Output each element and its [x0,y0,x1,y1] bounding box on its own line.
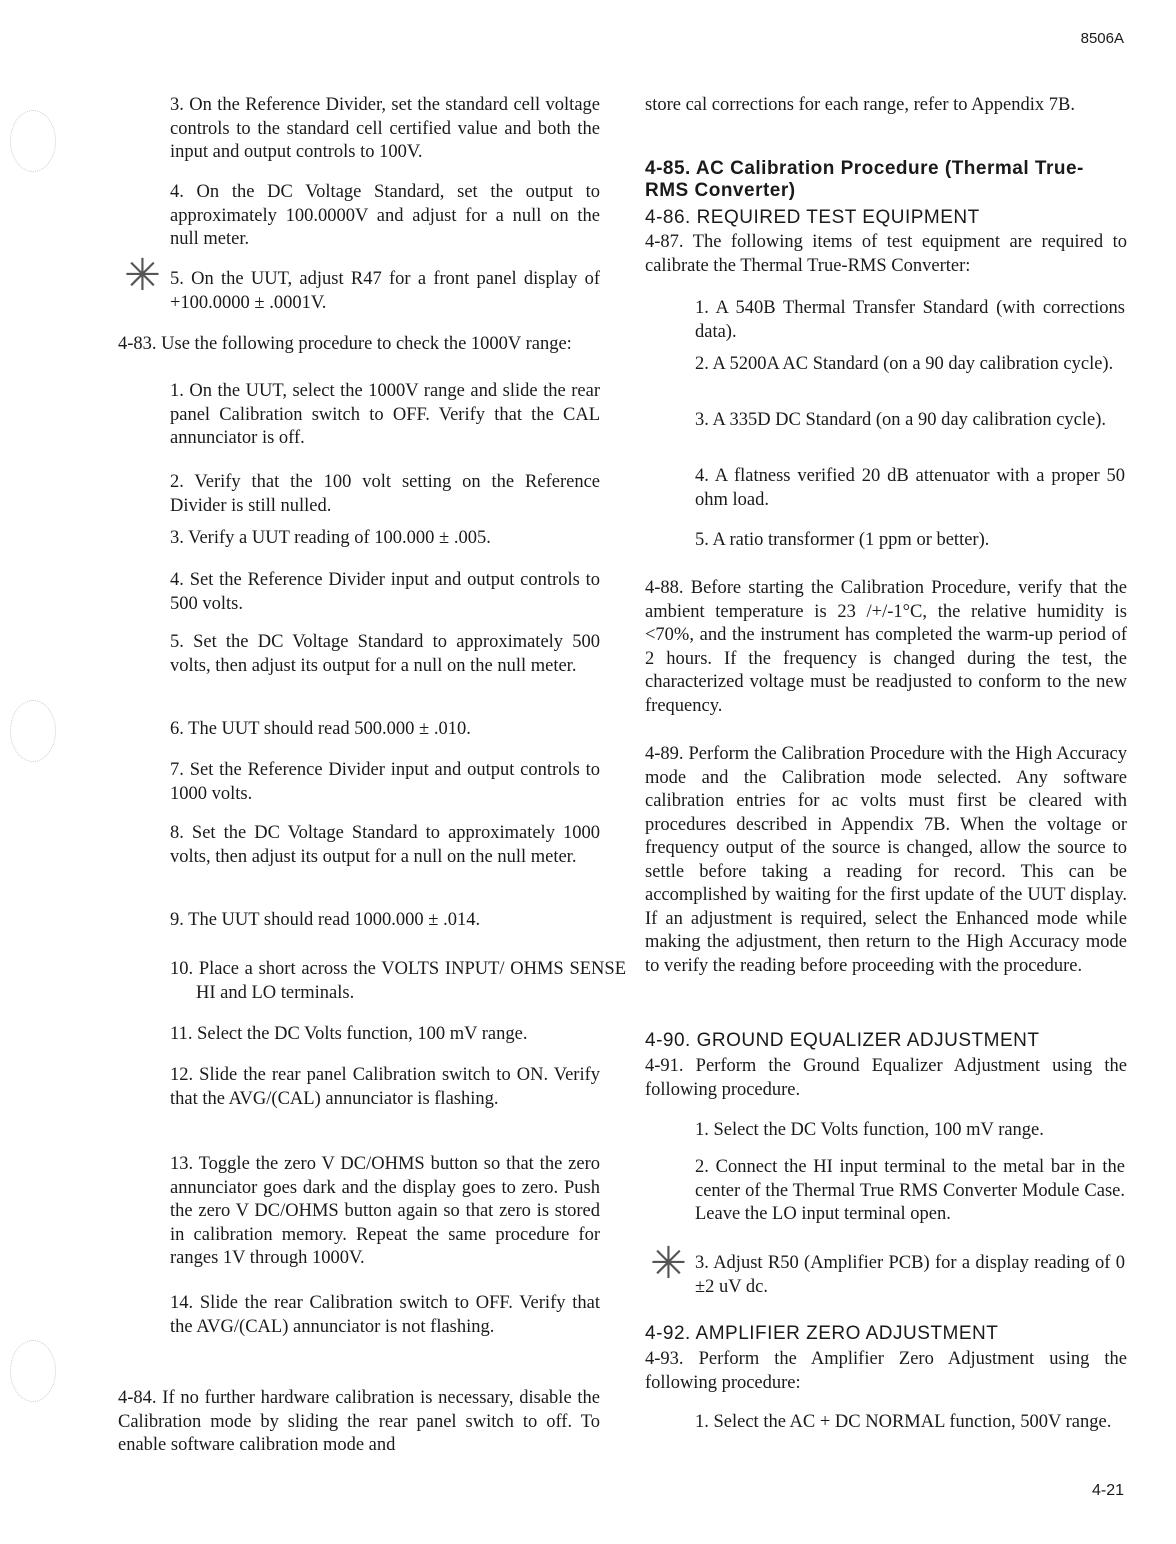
list-item: 2. Connect the HI input terminal to the metal bar in the center of the Thermal True RMS Converter Module Case. Leave the LO input terminal open. [695,1157,1125,1224]
paragraph-4-93: 4-93. Perform the Amplifier Zero Adjustment using the following procedure: [645,1349,1127,1393]
list-item: 1. Select the AC + DC NORMAL function, 500V range. [695,1412,1112,1432]
paragraph-4-91: 4-91. Perform the Ground Equalizer Adjustment using the following procedure. [645,1056,1127,1100]
punch-hole [10,700,56,762]
document-model: 8506A [1080,30,1124,47]
punch-hole [10,110,56,172]
list-item: 7. Set the Reference Divider input and output controls to 1000 volts. [170,760,600,804]
page-number: 4-21 [1091,1482,1124,1499]
asterisk-mark-icon: ✳ [650,1238,687,1289]
list-item: 4. Set the Reference Divider input and output controls to 500 volts. [170,570,600,614]
list-item: 2. A 5200A AC Standard (on a 90 day calibration cycle). [695,354,1114,374]
list-item: 10. Place a short across the VOLTS INPUT/ OHMS SENSE HI and LO terminals. [170,959,626,1003]
list-item: 11. Select the DC Volts function, 100 mV range. [170,1024,528,1044]
list-item: 5. A ratio transformer (1 ppm or better). [695,530,990,550]
punch-hole [10,1340,56,1402]
list-item: 14. Slide the rear Calibration switch to OFF. Verify that the AVG/(CAL) annunciator is not flashing. [170,1293,600,1337]
list-item: 1. On the UUT, select the 1000V range and slide the rear panel Calibration switch to OFF. Verify that the CAL annunciator is off. [170,381,600,448]
paragraph-4-88: 4-88. Before starting the Calibration Procedure, verify that the ambient temperature is 23 /+/-1°C, the relative humidity is <70%, and the instrument has completed the warm-up period of 2 hours. If the frequency is changed during the test, the characterized voltage must be readjusted to conform to the new frequency. [645,578,1127,716]
list-item: 9. The UUT should read 1000.000 ± .014. [170,910,481,930]
list-item: 5. Set the DC Voltage Standard to approximately 500 volts, then adjust its output for a null on the null meter. [170,632,600,676]
list-item: 6. The UUT should read 500.000 ± .010. [170,719,471,739]
step-5: 5. On the UUT, adjust R47 for a front panel display of +100.0000 ± .0001V. [170,269,600,313]
list-item: 3. Adjust R50 (Amplifier PCB) for a display reading of 0 ±2 uV dc. [695,1253,1125,1297]
paragraph-4-83: 4-83. Use the following procedure to check the 1000V range: [118,334,572,354]
list-item: 13. Toggle the zero V DC/OHMS button so that the zero annunciator goes dark and the display goes to zero. Push the zero V DC/OHMS button again so that zero is stored in calibration memory. Repeat the same procedure for ranges 1V through 1000V. [170,1154,600,1268]
paragraph-4-87: 4-87. The following items of test equipment are required to calibrate the Thermal True-RMS Converter: [645,232,1127,276]
list-item: 2. Verify that the 100 volt setting on the Reference Divider is still nulled. [170,472,600,516]
section-heading-4-90: 4-90. GROUND EQUALIZER ADJUSTMENT [645,1030,1040,1051]
section-heading-4-85: 4-85. AC Calibration Procedure (Thermal True-RMS Converter) [645,158,1084,201]
list-item: 1. A 540B Thermal Transfer Standard (with corrections data). [695,298,1125,342]
list-item: 12. Slide the rear panel Calibration switch to ON. Verify that the AVG/(CAL) annunciator is flashing. [170,1065,600,1109]
section-heading-4-86: 4-86. REQUIRED TEST EQUIPMENT [645,207,980,228]
list-item: 3. Verify a UUT reading of 100.000 ± .005. [170,528,491,548]
step-3: 3. On the Reference Divider, set the standard cell voltage controls to the standard cell certified value and both the input and output controls to 100V. [170,95,600,162]
asterisk-mark-icon: ✳ [124,250,161,301]
paragraph-4-84: 4-84. If no further hardware calibration is necessary, disable the Calibration mode by sliding the rear panel switch to off. To enable software calibration mode and [118,1388,600,1455]
section-heading-4-92: 4-92. AMPLIFIER ZERO ADJUSTMENT [645,1323,999,1344]
paragraph-continued: store cal corrections for each range, refer to Appendix 7B. [645,95,1075,115]
step-4: 4. On the DC Voltage Standard, set the output to approximately 100.0000V and adjust for a null on the null meter. [170,182,600,249]
list-item: 8. Set the DC Voltage Standard to approximately 1000 volts, then adjust its output for a null on the null meter. [170,823,600,867]
list-item: 1. Select the DC Volts function, 100 mV range. [695,1120,1044,1140]
list-item: 3. A 335D DC Standard (on a 90 day calibration cycle). [695,410,1107,430]
list-item: 4. A flatness verified 20 dB attenuator with a proper 50 ohm load. [695,466,1125,510]
paragraph-4-89: 4-89. Perform the Calibration Procedure with the High Accuracy mode and the Calibration mode selected. Any software calibration entries for ac volts must first be cleared with procedures described in Appendix 7B. When the voltage or frequency output of the source is changed, allow the source to settle before taking a reading for record. This can be accomplished by waiting for the first update of the UUT display. If an adjustment is required, select the Enhanced mode while making the adjustment, then return to the High Accuracy mode to verify the reading before proceeding with the procedure. [645,744,1127,976]
